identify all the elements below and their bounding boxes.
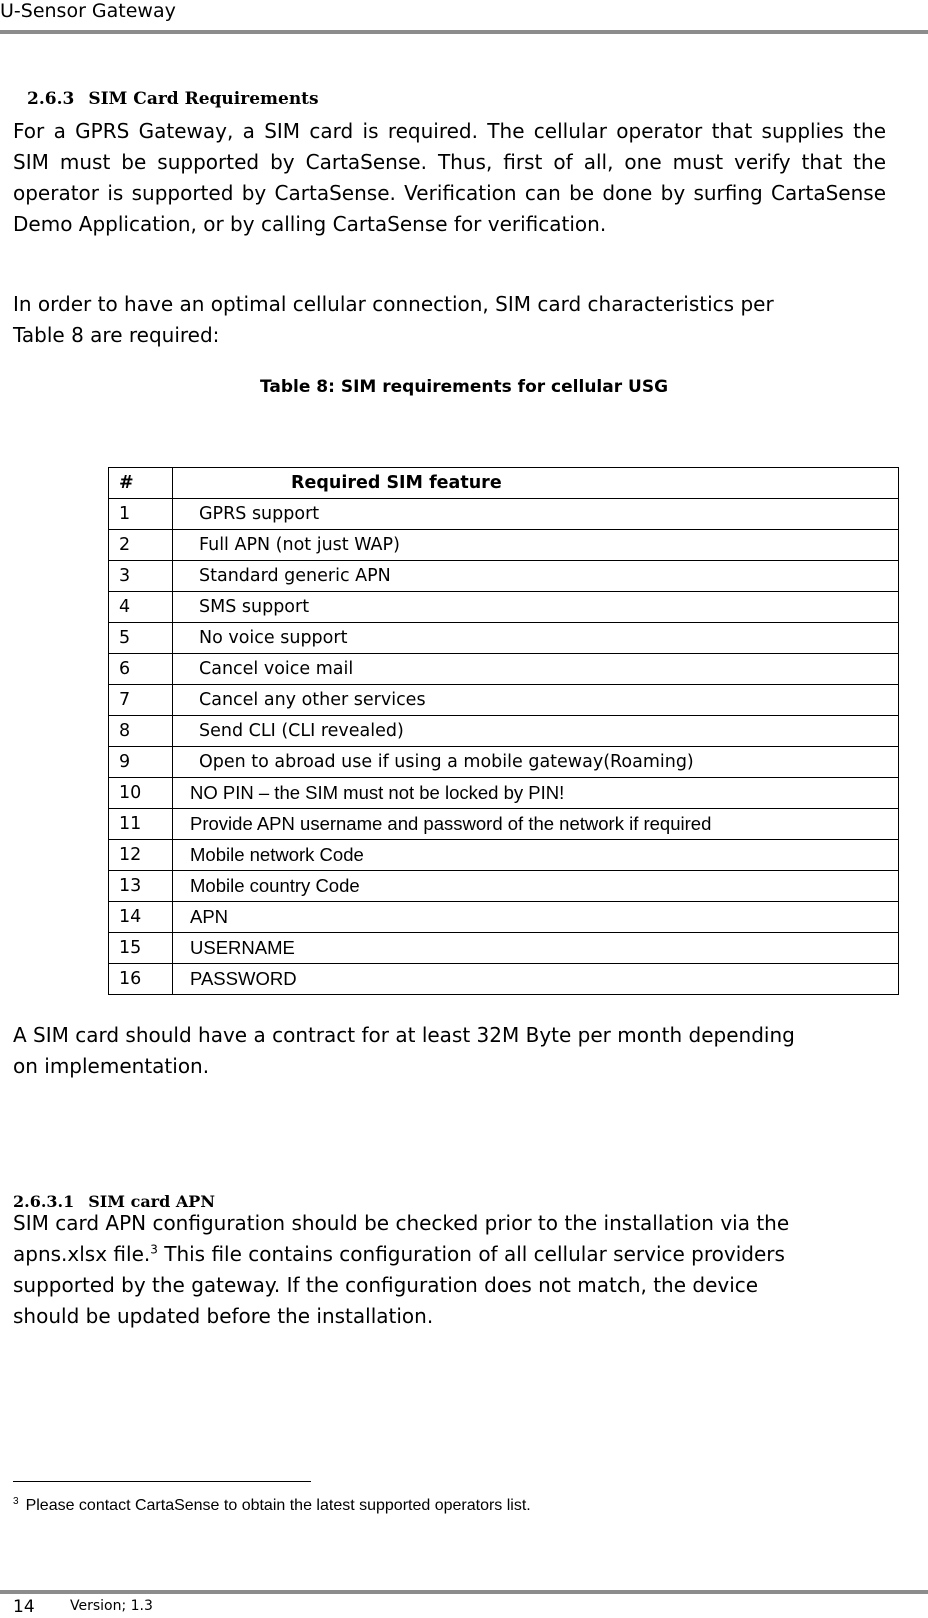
row-feature: APN <box>173 902 899 933</box>
paragraph-line: SIM card APN configuration should be checked prior to the installation via the <box>13 1211 790 1235</box>
footnote-divider <box>13 1481 311 1482</box>
sim-requirements-table <box>108 467 899 995</box>
row-number: 7 <box>109 685 173 716</box>
row-number: 15 <box>109 933 173 964</box>
table-row <box>109 716 899 747</box>
footnote-reference[interactable]: 3 <box>150 1242 158 1257</box>
column-header-number: # <box>109 468 173 499</box>
page-number: 14 <box>13 1597 35 1617</box>
row-feature: SMS support <box>173 592 899 623</box>
table-row <box>109 809 899 840</box>
apn-paragraph <box>13 1208 789 1332</box>
document-header-title: U-Sensor Gateway <box>0 0 176 22</box>
footnote <box>13 1497 531 1515</box>
row-number: 2 <box>109 530 173 561</box>
footer-divider <box>0 1590 928 1594</box>
version-label: Version; 1.3 <box>70 1598 153 1614</box>
footnote-text: Please contact CartaSense to obtain the latest supported operators list. <box>25 1497 531 1514</box>
row-feature: PASSWORD <box>173 964 899 995</box>
header-divider <box>0 30 928 34</box>
table-header-row <box>109 468 899 499</box>
section-paragraph-2 <box>13 289 774 351</box>
paragraph-line: A SIM card should have a contract for at least 32M Byte per month depending <box>13 1023 795 1047</box>
row-number: 16 <box>109 964 173 995</box>
row-feature: No voice support <box>173 623 899 654</box>
table-row <box>109 685 899 716</box>
table-row <box>109 499 899 530</box>
row-number: 11 <box>109 809 173 840</box>
row-feature: Cancel any other services <box>173 685 899 716</box>
row-number: 5 <box>109 623 173 654</box>
section-title: SIM Card Requirements <box>88 89 319 109</box>
subsection-number: 2.6.3.1 <box>13 1192 75 1211</box>
table-row <box>109 933 899 964</box>
paragraph-line: In order to have an optimal cellular connection, SIM card characteristics per <box>13 292 774 316</box>
row-feature: Provide APN username and password of the network if required <box>173 809 899 840</box>
section-number: 2.6.3 <box>27 89 75 109</box>
row-number: 6 <box>109 654 173 685</box>
section-intro-paragraph: For a GPRS Gateway, a SIM card is required. The cellular operator that supplies the SIM must be supported by CartaSense. Thus, first of all, one must verify that the operator is supported by CartaSense. Verification can be done by surfing CartaSense Demo Application, or by calling CartaSense for verification. <box>13 119 886 236</box>
table-row <box>109 561 899 592</box>
row-feature: Open to abroad use if using a mobile gateway(Roaming) <box>173 747 899 778</box>
table-caption: Table 8: SIM requirements for cellular USG <box>259 377 669 397</box>
paragraph-text: apns.xlsx file. <box>13 1242 151 1266</box>
paragraph-line: supported by the gateway. If the configuration does not match, the device <box>13 1273 759 1297</box>
row-feature: USERNAME <box>173 933 899 964</box>
row-number: 14 <box>109 902 173 933</box>
paragraph-line: Table 8 are required: <box>13 323 220 347</box>
row-number: 1 <box>109 499 173 530</box>
row-feature: NO PIN – the SIM must not be locked by PIN! <box>173 778 899 809</box>
row-number: 12 <box>109 840 173 871</box>
subsection-title: SIM card APN <box>88 1192 215 1211</box>
table-row <box>109 592 899 623</box>
row-number: 8 <box>109 716 173 747</box>
section-heading <box>27 89 319 109</box>
table-row <box>109 840 899 871</box>
row-feature: Standard generic APN <box>173 561 899 592</box>
table-row <box>109 654 899 685</box>
paragraph-line <box>13 1239 789 1270</box>
row-feature: Mobile country Code <box>173 871 899 902</box>
table-row <box>109 964 899 995</box>
table-row <box>109 530 899 561</box>
row-feature: GPRS support <box>173 499 899 530</box>
footnote-marker: 3 <box>13 1495 19 1507</box>
table-row <box>109 871 899 902</box>
row-number: 10 <box>109 778 173 809</box>
row-number: 4 <box>109 592 173 623</box>
column-header-feature: Required SIM feature <box>173 468 899 499</box>
row-feature: Cancel voice mail <box>173 654 899 685</box>
row-feature: Mobile network Code <box>173 840 899 871</box>
table-row <box>109 902 899 933</box>
row-feature: Send CLI (CLI revealed) <box>173 716 899 747</box>
table-row <box>109 623 899 654</box>
paragraph-line: on implementation. <box>13 1054 210 1078</box>
row-number: 9 <box>109 747 173 778</box>
row-number: 13 <box>109 871 173 902</box>
contract-paragraph <box>13 1020 795 1082</box>
row-number: 3 <box>109 561 173 592</box>
table-row <box>109 778 899 809</box>
table-row <box>109 747 899 778</box>
paragraph-line: should be updated before the installation. <box>13 1304 434 1328</box>
row-feature: Full APN (not just WAP) <box>173 530 899 561</box>
paragraph-text: This file contains configuration of all cellular service providers <box>157 1242 785 1266</box>
